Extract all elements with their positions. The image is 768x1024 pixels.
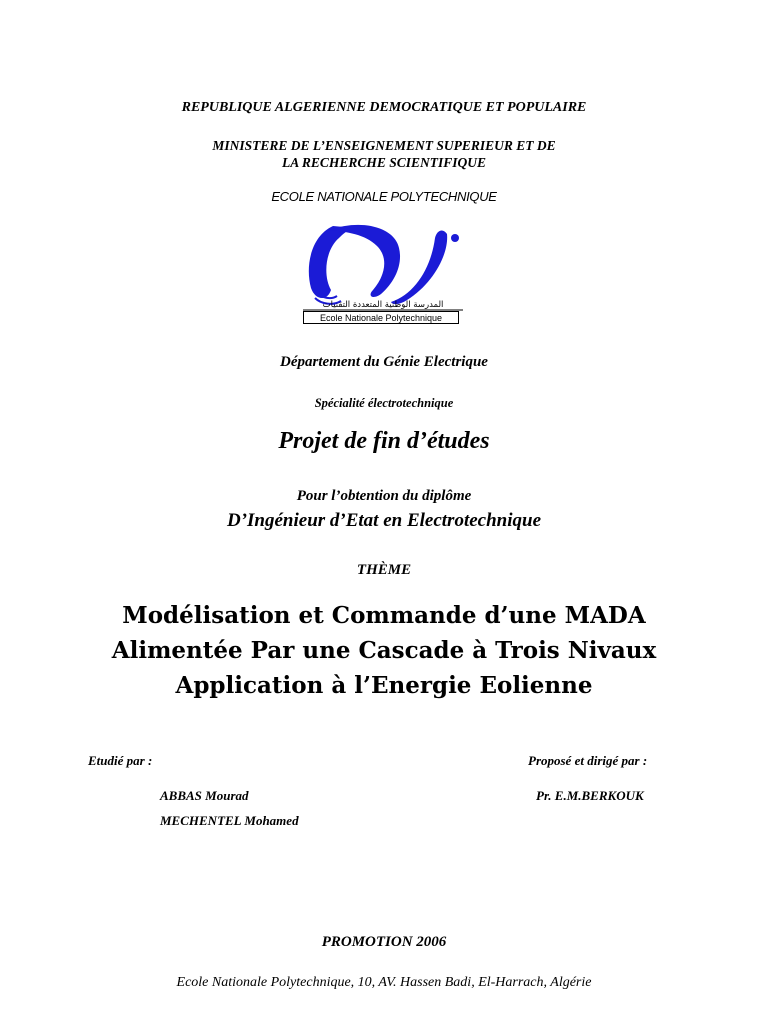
supervisor-name: Pr. E.M.BERKOUK [536, 788, 644, 803]
ministry-line-1: MINISTERE DE L’ENSEIGNEMENT SUPERIEUR ET DE [212, 138, 556, 153]
promotion: PROMOTION 2006 [321, 934, 447, 950]
author-name-2: MECHENTEL Mohamed [160, 813, 299, 828]
school-address: Ecole Nationale Polytechnique, 10, AV. Hassen Badi, El-Harrach, Algérie [176, 975, 592, 990]
project-type-title: Projet de fin d’études [278, 428, 490, 454]
ministry-heading [0, 137, 768, 171]
supervisor-label: Proposé et dirigé par : [528, 753, 648, 768]
school-name: ECOLE NATIONALE POLYTECHNIQUE [271, 189, 497, 204]
diploma-line-2: D’Ingénieur d’Etat en Electrotechnique [226, 510, 542, 531]
logo-left-swirl [309, 226, 355, 298]
specialty: Spécialité électrotechnique [314, 396, 454, 410]
school-logo [303, 218, 463, 328]
diploma-line-1: Pour l’obtention du diplôme [296, 488, 472, 504]
thesis-title-line-1: Modélisation et Commande d’une MADA [122, 602, 646, 629]
author-name-1: ABBAS Mourad [160, 788, 249, 803]
logo-arabic-caption: المدرسة الوطنية المتعددة التقنيات [322, 300, 444, 310]
ministry-line-2: LA RECHERCHE SCIENTIFIQUE [281, 155, 487, 170]
thesis-title-line-2: Alimentée Par une Cascade à Trois Nivaux [111, 637, 657, 664]
theme-label: THÈME [356, 562, 412, 578]
thesis-title-line-3: Application à l’Energie Eolienne [175, 672, 593, 699]
authors-label: Etudié par : [88, 753, 153, 768]
logo-dot [451, 234, 459, 242]
department: Département du Génie Electrique [280, 354, 488, 370]
logo-latin-caption: Ecole Nationale Polytechnique [319, 313, 443, 323]
thesis-title [0, 598, 768, 703]
republic-heading: REPUBLIQUE ALGERIENNE DEMOCRATIQUE ET POPULAIRE [181, 100, 587, 115]
logo-right-hook [391, 231, 447, 305]
